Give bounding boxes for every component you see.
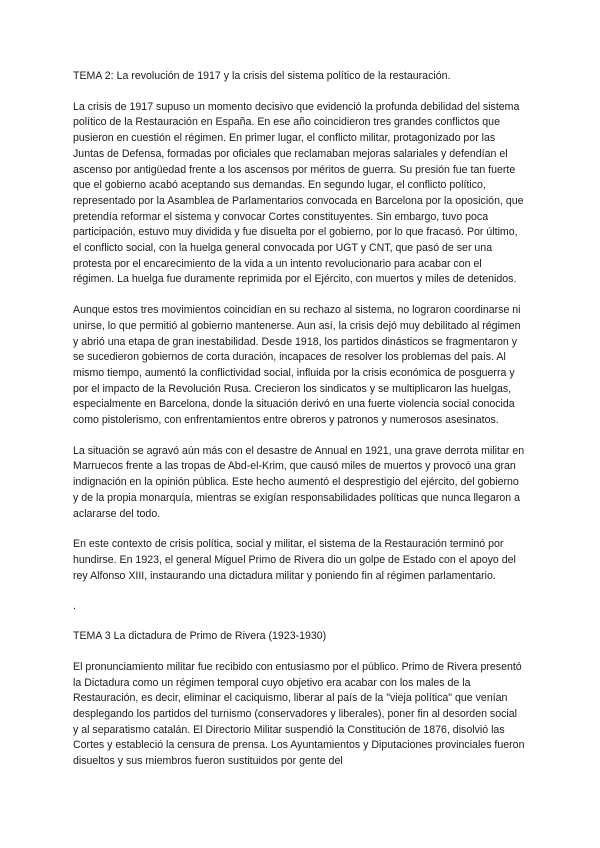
paragraph: La situación se agravó aún más con el desastre de Annual en 1921, una grave derrota militar en Marruecos frente a las tropas de Abd-el-Krim, que causó miles de muertos y provocó una gran indignación en la opinión pública. Este hecho aumentó el desprestigio del ejército, del gobierno y de la propia monarquía, mientras se exigían responsabilidades políticas que nunca llegaron a aclararse del todo. bbox=[73, 444, 525, 520]
separator-dot: . bbox=[73, 600, 76, 613]
document-body bbox=[73, 69, 525, 785]
section-title-tema-2: TEMA 2: La revolución de 1917 y la crisis del sistema político de la restauración. bbox=[73, 70, 451, 82]
paragraph: En este contexto de crisis política, social y militar, el sistema de la Restauración terminó por hundirse. En 1923, el general Miguel Primo de Rivera dio un golpe de Estado con el apoyo del rey Alfonso XIII, instaurando una dictadura militar y poniendo fin al régimen parlamentario. bbox=[73, 538, 516, 582]
paragraph: La crisis de 1917 supuso un momento decisivo que evidenció la profunda debilidad del sistema político de la Restauración en España. En ese año coincidieron tres grandes conflictos que pusieron en cuestión el régimen. En primer lugar, el conflicto militar, protagonizado por las Juntas de Defensa, formadas por oficiales que reclamaban mejoras salariales y defendían el ascenso por antigüedad frente a los ascensos por méritos de guerra. Su presión fue tan fuerte que el gobierno acabó aceptando sus demandas. En segundo lugar, el conflicto político, representado por la Asamblea de Parlamentarios convocada en Barcelona por la oposición, que pretendía reformar el sistema y convocar Cortes constituyentes. Sin embargo, tuvo poca participación, estuvo muy dividida y fue disuelta por el gobierno, por lo que fracasó. Por último, el conflicto social, con la huelga general convocada por UGT y CNT, que pasó de ser una protesta por el encarecimiento de la vida a un intento revolucionario para acabar con el régimen. La huelga fue duramente reprimida por el Ejército, con muertos y miles de detenidos. bbox=[73, 100, 524, 286]
section-title-tema-3: TEMA 3 La dictadura de Primo de Rivera (1923-1930) bbox=[73, 630, 327, 643]
paragraph: El pronunciamiento militar fue recibido con entusiasmo por el público. Primo de Rivera presentó la Dictadura como un régimen temporal cuyo objetivo era acabar con los males de la Restauración, es decir, eliminar el caciquismo, liberar al país de la "vieja política" que venían desplegando los partidos del turnismo (conservadores y liberales), poner fin al desorden social y al separatismo catalán. El Directorio Militar suspendió la Constitución de 1876, disolvió las Cortes y estableció la censura de prensa. Los Ayuntamientos y Diputaciones provinciales fueron disueltos y sus miembros fueron sustituidos por gente del bbox=[73, 660, 525, 768]
paragraph: Aunque estos tres movimientos coincidían en su rechazo al sistema, no lograron coordinarse ni unirse, lo que permitió al gobierno mantenerse. Aun así, la crisis dejó muy debilitado al régimen y abrió una etapa de gran inestabilidad. Desde 1918, los partidos dinásticos se fragmentaron y se sucedieron gobiernos de corta duración, incapaces de resolver los problemas del país. Al mismo tiempo, aumentó la conflictividad social, influida por la crisis económica de posguerra y por el impacto de la Revolución Rusa. Crecieron los sindicatos y se multiplicaron las huelgas, especialmente en Barcelona, donde la situación derivó en una fuerte violencia social conocida como pistolerismo, con enfrentamientos entre obreros y patronos y numerosos asesinatos. bbox=[73, 304, 521, 427]
